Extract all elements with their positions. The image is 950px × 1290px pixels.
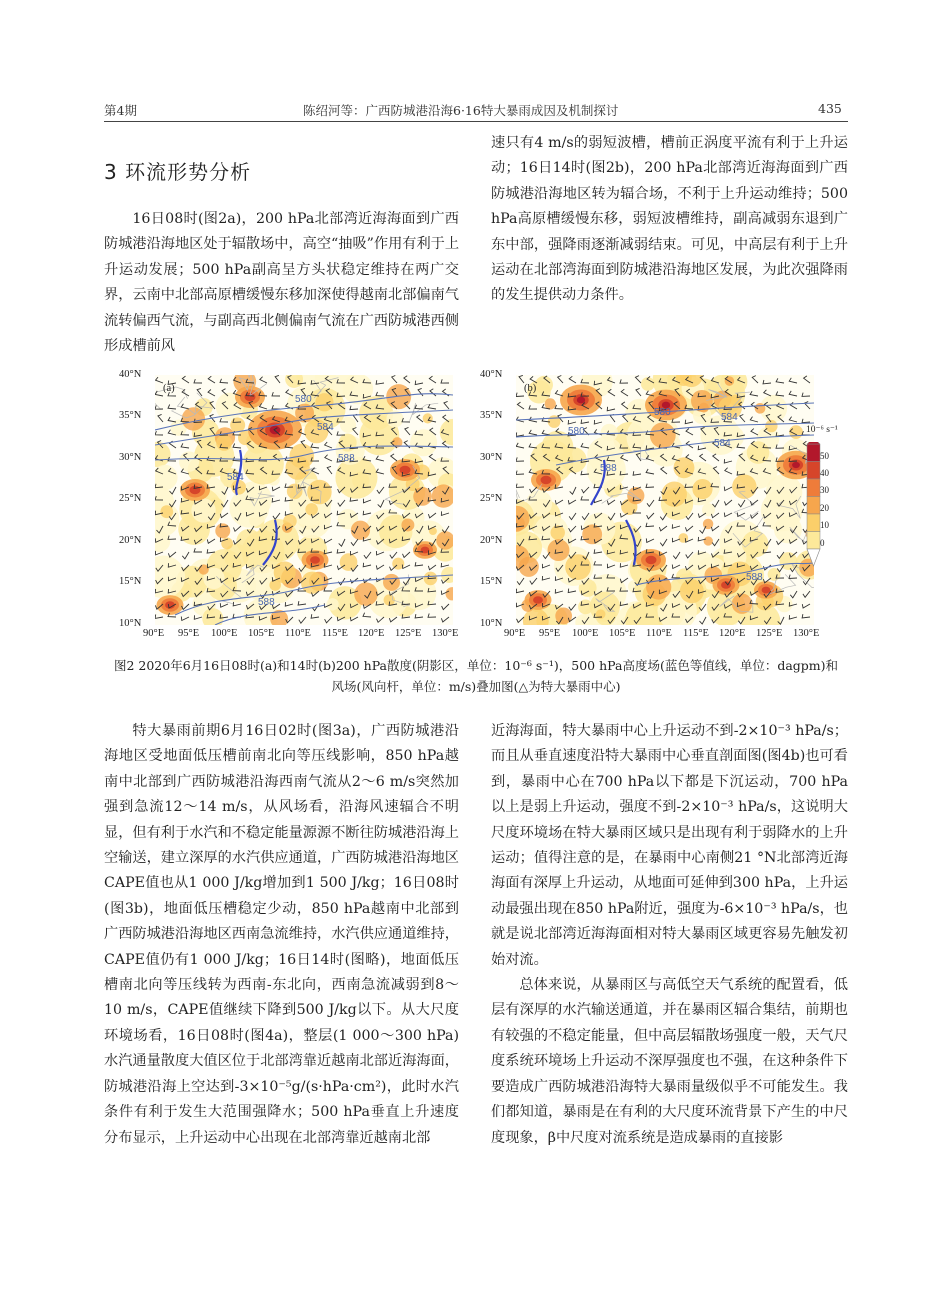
paragraph: 速只有4 m/s的弱短波槽，槽前正涡度平流有利于上升运动；16日14时(图2b)，200 hPa北部湾近海海面到广西防城港沿海地区转为辐合场，不利于上升运动维持；500 hPa高原槽缓慢东移，弱短波槽维持，副高减弱东退到广东中部，强降雨逐渐减弱结束。可见，中高层有利于上升运动在北部湾海面到防城港沿海地区发展，为此次强降雨的发生提供动力条件。 xyxy=(491,135,848,304)
divergence-patch xyxy=(742,531,769,558)
colorbar-unit: 10⁻⁶ s⁻¹ xyxy=(806,425,838,435)
panel-a xyxy=(155,375,453,629)
issue-number: 第4期 xyxy=(104,103,137,118)
lat-label: 30°N xyxy=(480,452,503,463)
running-title: 陈绍河等：广西防城港沿海6·16特大暴雨成因及机制探讨 xyxy=(303,103,619,118)
divergence-patch xyxy=(565,554,591,580)
caption-line-1: 图2 2020年6月16日08时(a)和14时(b)200 hPa散度(阴影区，单位：10⁻⁶ s⁻¹)，500 hPa高度场(蓝色等值线，单位：dagpm)和 xyxy=(113,658,839,673)
divergence-patch xyxy=(285,455,309,479)
colorbar-tick: 0 xyxy=(820,538,825,548)
lon-label: 120°E xyxy=(719,628,746,639)
contour-label: 588 xyxy=(600,463,617,474)
panel-label: (a) xyxy=(163,383,175,394)
divergence-patch xyxy=(340,553,358,571)
lon-label: 120°E xyxy=(358,628,385,639)
divergence-patch xyxy=(699,403,709,413)
paragraph: 总体来说，从暴雨区与高低空天气系统的配置看，低层有深厚的水汽输送通道，并在暴雨区辐合集结，前期也有较强的不稳定能量，但中高层辐散场强度一般，天气尺度系统环境场上升运动不深厚强度也不强，在这种条件下要造成广西防城港沿海特大暴雨量级似乎不可能发生。我们都知道，暴雨是在有利的大尺度环流背景下产生的中尺度现象，β中尺度对流系统是造成暴雨的直接影 xyxy=(491,977,848,1146)
divergence-patch xyxy=(765,420,777,432)
panel-b xyxy=(516,375,814,629)
divergence-patch xyxy=(269,579,280,590)
lon-label: 125°E xyxy=(395,628,422,639)
divergence-maximum xyxy=(533,596,543,604)
divergence-patch xyxy=(216,435,232,451)
paragraph: 16日08时(图2a)，200 hPa北部湾近海海面到广西防城港沿海地区处于辐散场中，高空“抽吸”作用有利于上升运动发展；500 hPa副高呈方头状稳定维持在两广交界，云南中北部高原槽缓慢东移加深使得越南北部偏南气流转偏西气流，与副高西北侧偏南气流在广西防城港西侧形成槽前风 xyxy=(104,211,460,355)
colorbar-segment xyxy=(807,497,820,515)
divergence-maximum xyxy=(792,462,800,468)
divergence-patch xyxy=(354,582,377,605)
divergence-patch xyxy=(550,525,564,539)
lat-label: 20°N xyxy=(480,535,503,546)
contour-label: 588 xyxy=(746,572,763,583)
divergence-patch xyxy=(704,536,713,545)
contour-label: 584 xyxy=(721,412,738,423)
divergence-patch xyxy=(229,488,269,528)
panel-label: (b) xyxy=(524,383,537,394)
lon-label: 100°E xyxy=(572,628,599,639)
divergence-maximum xyxy=(541,476,552,484)
colorbar-tick: 20 xyxy=(820,503,829,513)
divergence-maximum xyxy=(310,556,320,564)
contour-label: 584 xyxy=(317,422,334,433)
bottom-left-column xyxy=(104,719,459,1151)
lon-label: 105°E xyxy=(248,628,275,639)
lon-label: 105°E xyxy=(609,628,636,639)
lat-label: 10°N xyxy=(119,618,142,629)
caption-line-2: 风场(风向杆，单位：m/s)叠加图(△为特大暴雨中心) xyxy=(331,679,621,694)
contour-label: 580 xyxy=(568,426,585,437)
divergence-maximum xyxy=(646,556,657,564)
colorbar-min-arrow xyxy=(807,549,820,566)
divergence-patch xyxy=(582,524,602,544)
lon-label: 100°E xyxy=(211,628,238,639)
lon-label: 95°E xyxy=(539,628,561,639)
divergence-maximum xyxy=(190,486,201,494)
lat-label: 10°N xyxy=(480,618,503,629)
contour-label: 588 xyxy=(258,597,275,608)
divergence-patch xyxy=(383,574,400,591)
divergence-maximum xyxy=(762,587,771,594)
lat-label: 15°N xyxy=(119,576,142,587)
lon-label: 130°E xyxy=(793,628,820,639)
colorbar-segment xyxy=(807,479,820,497)
lon-label: 130°E xyxy=(432,628,459,639)
panel-b-map xyxy=(516,375,814,625)
lat-label: 25°N xyxy=(119,493,142,504)
panel-a-map xyxy=(155,375,453,625)
lon-label: 115°E xyxy=(322,628,348,639)
divergence-patch xyxy=(236,529,261,554)
paragraph: 特大暴雨前期6月16日02时(图3a)，广西防城港沿海地区受地面低压槽前南北向等压线影响，850 hPa越南中北部到广西防城港沿海西南气流从2～6 m/s突然加强到急流12～14 m/s，从风场看，沿海风速辐合不明显，但有利于水汽和不稳定能量源源不断往防城港沿海上空输送，建立深厚的水汽供应通道，广西防城港沿海地区CAPE值也从1 000 J/kg增加到1 500 J/kg；16日08时(图3b)，地面低压槽稳定少动，850 hPa越南中北部到广西防城港沿海地区西南急流维持，水汽供应通道维持，CAPE值仍有1 000 J/kg；16日14时(图略)，地面低压槽南北向等压线转为西南-东北向，西南急流减弱到8～10 m/s，CAPE值继续下降到500 J/kg以下。从大尺度环境场看，16日08时(图4a)，整层(1 000～300 hPa)水汽通量散度大值区位于北部湾靠近越南北部近海海面，防城港沿海上空达到-3×10⁻⁵g/(s·hPa·cm²)，此时水汽条件有利于发生大范围强降水；500 hPa垂直上升速度分布显示，上升运动中心出现在北部湾靠近越南北部 xyxy=(104,723,459,1146)
colorbar-segment xyxy=(807,514,820,532)
contour-label: 580 xyxy=(295,394,312,405)
paragraph: 近海海面，特大暴雨中心上升运动不到-2×10⁻³ hPa/s；而且从垂直速度沿特大暴雨中心垂直剖面图(图4b)也可看到，暴雨中心在700 hPa以下都是下沉运动，700 hPa以上是弱上升运动，强度不到-2×10⁻³ hPa/s，这说明大尺度环境场在特大暴雨区域只是出现有利于弱降水的上升运动；值得注意的是，在暴雨中心南侧21 °N北部湾近海海面有深厚上升运动，从地面可延伸到300 hPa，上升运动最强出现在850 hPa附近，强度为-6×10⁻³ hPa/s，也就是说北部湾近海海面相对特大暴雨区域更容易先触发初始对流。 xyxy=(491,723,848,968)
divergence-patch xyxy=(351,521,370,540)
lon-label: 110°E xyxy=(646,628,672,639)
colorbar-tick: 30 xyxy=(820,485,829,495)
lon-label: 115°E xyxy=(683,628,709,639)
divergence-patch xyxy=(429,527,437,535)
contour-label: 584 xyxy=(714,438,731,449)
divergence-patch xyxy=(646,574,671,599)
top-right-column xyxy=(491,131,848,309)
section-heading: 3 环流形势分析 xyxy=(104,160,252,184)
colorbar-segment xyxy=(807,532,820,550)
bottom-right-column xyxy=(491,719,848,1151)
top-left-column xyxy=(104,207,459,359)
divergence-patch xyxy=(160,505,173,518)
lon-label: 90°E xyxy=(143,628,165,639)
divergence-maximum xyxy=(400,466,411,474)
divergence-patch xyxy=(215,523,230,538)
divergence-patch xyxy=(326,598,338,610)
colorbar-segment xyxy=(807,462,820,480)
contour-label: 588 xyxy=(338,453,355,464)
lat-label: 40°N xyxy=(480,369,503,380)
divergence-patch xyxy=(545,398,556,409)
lon-label: 90°E xyxy=(504,628,526,639)
divergence-patch xyxy=(305,503,318,516)
colorbar-tick: 50 xyxy=(820,451,829,461)
divergence-patch xyxy=(662,481,687,506)
divergence-patch xyxy=(692,479,712,499)
lat-label: 20°N xyxy=(119,535,142,546)
figure-caption xyxy=(104,655,848,697)
divergence-patch xyxy=(627,487,644,504)
colorbar-segment xyxy=(807,444,820,462)
divergence-patch xyxy=(301,572,323,594)
contour-label: 580 xyxy=(654,407,671,418)
colorbar-max-arrow xyxy=(807,442,820,444)
colorbar-tick: 10 xyxy=(820,520,829,530)
divergence-patch xyxy=(761,490,803,532)
colorbar-tick: 40 xyxy=(820,468,829,478)
lat-label: 35°N xyxy=(119,410,142,421)
divergence-patch xyxy=(423,413,433,423)
lat-label: 35°N xyxy=(480,410,503,421)
lat-label: 40°N xyxy=(119,369,142,380)
contour-label: 584 xyxy=(227,472,244,483)
page-number: 435 xyxy=(818,101,842,116)
lon-label: 95°E xyxy=(178,628,200,639)
divergence-patch xyxy=(230,417,245,432)
divergence-patch xyxy=(283,514,297,528)
divergence-patch xyxy=(732,593,752,613)
header-rule xyxy=(104,121,848,122)
divergence-patch xyxy=(182,407,205,430)
lat-label: 15°N xyxy=(480,576,503,587)
lon-label: 125°E xyxy=(756,628,783,639)
divergence-maximum xyxy=(577,397,585,404)
lon-label: 110°E xyxy=(285,628,311,639)
lat-label: 25°N xyxy=(480,493,503,504)
lat-label: 30°N xyxy=(119,452,142,463)
